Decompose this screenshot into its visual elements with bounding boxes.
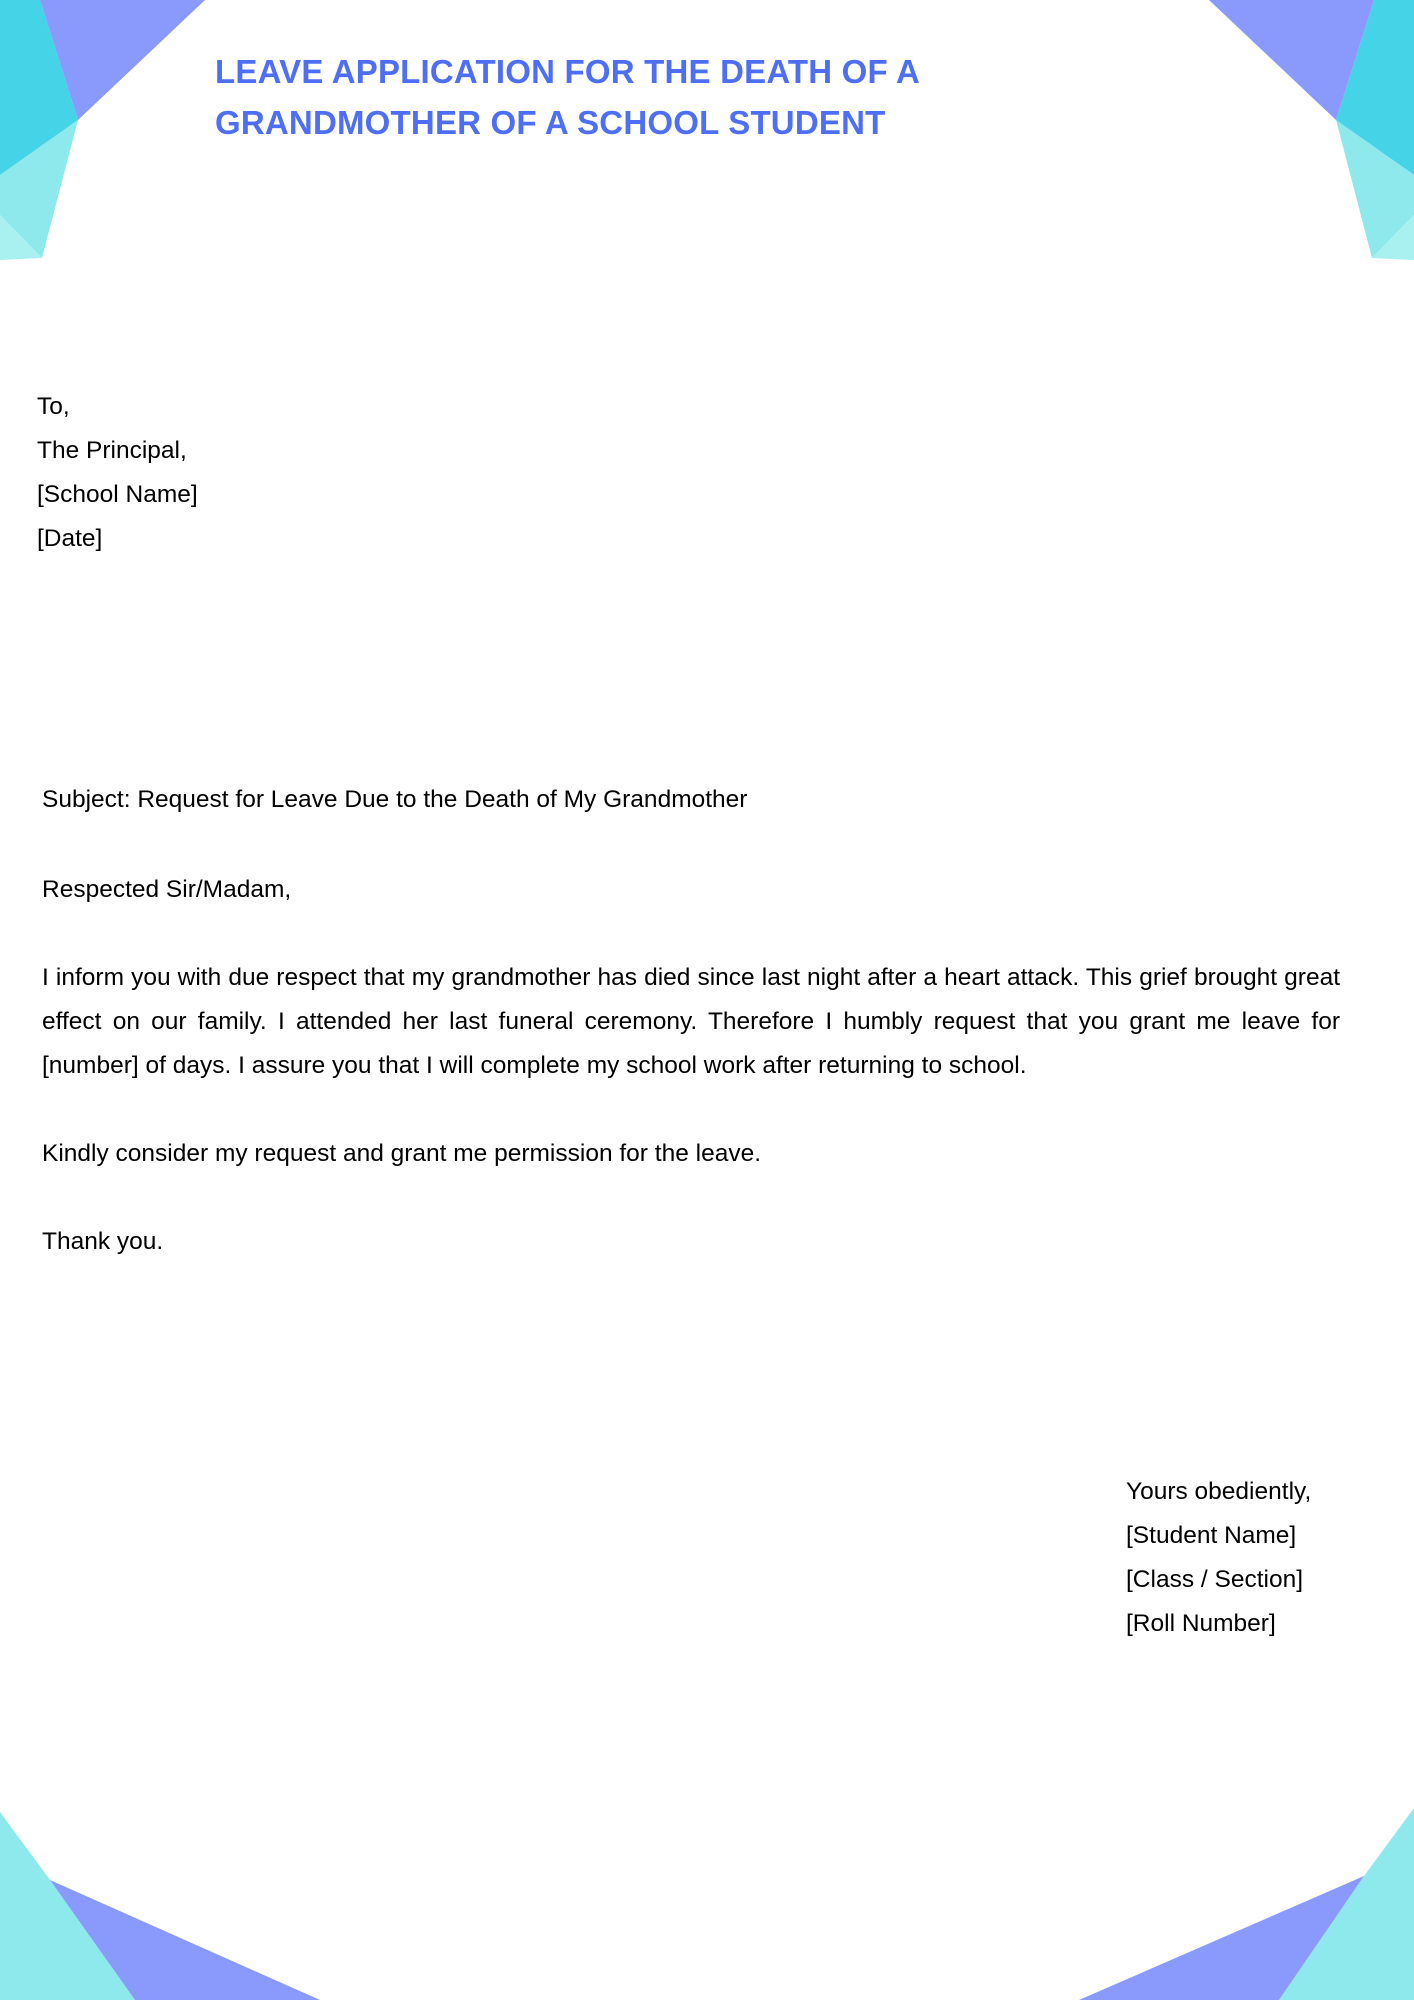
title-block	[215, 46, 1155, 148]
address-line-to: To,	[37, 393, 70, 420]
bottom-right-corner-decoration	[944, 1800, 1414, 2000]
closing-request-line: Kindly consider my request and grant me permission for the leave.	[42, 1140, 762, 1167]
bottom-left-corner-decoration	[0, 1800, 470, 2000]
signature-line-student-name: [Student Name]	[1126, 1522, 1297, 1549]
signature-block	[1126, 1470, 1311, 1646]
address-line-date: [Date]	[37, 525, 103, 552]
address-line-principal: The Principal,	[37, 437, 187, 464]
subject-line: Subject: Request for Leave Due to the Death of My Grandmother	[42, 786, 748, 813]
recipient-address-block	[37, 385, 198, 561]
signature-line-class-section: [Class / Section]	[1126, 1566, 1304, 1593]
letter-body	[42, 778, 1340, 1264]
salutation-line: Respected Sir/Madam,	[42, 876, 292, 903]
body-paragraph: I inform you with due respect that my grandmother has died since last night after a heart attack. This grief brought great effect on our family. I attended her last funeral ceremony. Therefore I humbly request that you grant me leave for [number] of days. I assure you that I will complete my school work after returning to school.	[42, 964, 1340, 1079]
page-title: LEAVE APPLICATION FOR THE DEATH OF A GRANDMOTHER OF A SCHOOL STUDENT	[215, 53, 919, 142]
signature-line-sign-off: Yours obediently,	[1126, 1478, 1312, 1505]
thank-you-line: Thank you.	[42, 1228, 164, 1255]
address-line-school-name: [School Name]	[37, 481, 198, 508]
top-right-corner-decoration	[1154, 0, 1414, 260]
signature-line-roll-number: [Roll Number]	[1126, 1610, 1276, 1637]
